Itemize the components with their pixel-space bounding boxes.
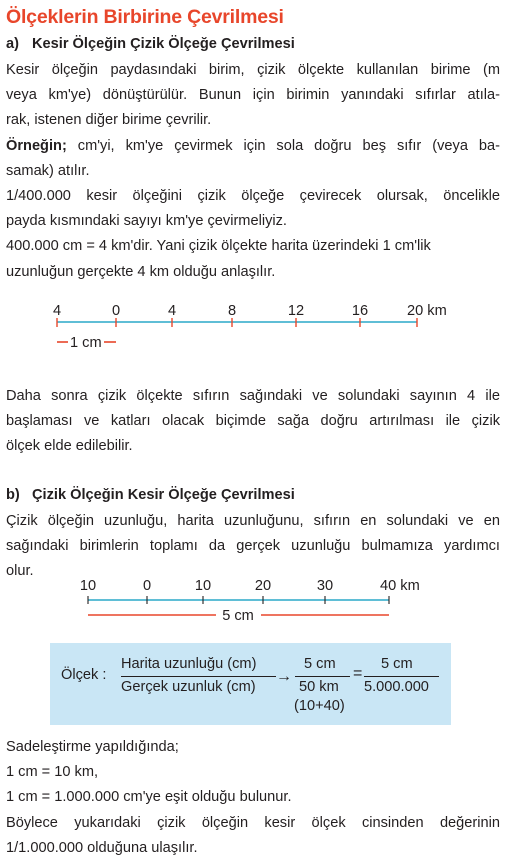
scale-b-tick-label: 20: [254, 578, 272, 594]
scale-a-unit-label: 1 cm: [70, 335, 102, 351]
formula-equals: =: [353, 665, 363, 682]
text-line: 400.000 cm = 4 km'dir. Yani çizik ölçekte harita üzerindeki 1 cm'lik: [6, 238, 431, 255]
scale-b-tick-label: 0: [142, 578, 152, 594]
section-a-letter: a): [6, 36, 19, 52]
scale-b-tick-label: 40 km: [380, 578, 420, 594]
section-a-paragraph-2: [6, 134, 500, 184]
scale-b-total-label: 5 cm: [222, 608, 254, 624]
example-text: cm'yi, km'ye çevirmek için sola doğru beş sıfır (veya ba-: [66, 138, 500, 154]
text-line: Daha sonra çizik ölçekte sıfırın sağındaki ve solundaki sayının 4 ile: [6, 388, 500, 404]
text-line: 1/1.000.000 olduğuna ulaşılır.: [6, 839, 198, 856]
scale-b: [0, 572, 508, 632]
text-line: samak) atılır.: [6, 163, 90, 180]
text-line: uzunluğun gerçekte 4 km olduğu anlaşılır.: [6, 263, 276, 280]
section-b-title: Çizik Ölçeğin Kesir Ölçeğe Çevrilmesi: [32, 487, 295, 503]
text-line: başlaması ve katları olacak biçimde sağa doğru artırılması ile çizik: [6, 413, 500, 430]
section-a-paragraph-4: [6, 384, 500, 460]
section-a-paragraph-1: [6, 58, 500, 134]
text-line: [6, 134, 500, 159]
scale-a-tick-label: 20 km: [407, 303, 447, 319]
scale-b-tick-label: 10: [79, 578, 97, 594]
section-b-heading: [6, 487, 295, 503]
text-line: ölçek elde edilebilir.: [6, 438, 133, 455]
scale-a-tick-label: 0: [111, 303, 121, 319]
scale-a: [0, 295, 508, 355]
fraction-bar: [364, 676, 439, 677]
fraction-bar: [121, 676, 276, 677]
text-line: Kesir ölçeğin paydasındaki birim, çizik ölçekte kullanılan birime (m: [6, 62, 500, 78]
text-line: Çizik ölçeğin uzunluğu, harita uzunluğunu, sıfırın en solundaki ve en: [6, 513, 500, 529]
scale-b-tick-label: 10: [194, 578, 212, 594]
scale-a-tick-label: 8: [227, 303, 237, 319]
text-line: payda kısmındaki sayıyı km'ye çevirmeliyiz.: [6, 213, 287, 230]
scale-a-tick-label: 12: [287, 303, 305, 319]
arrow-icon: →: [276, 668, 292, 685]
formula-denominator-2-note: (10+40): [294, 698, 345, 714]
text-line: olur.: [6, 563, 34, 580]
scale-a-tick-labels: [53, 303, 447, 319]
section-b-paragraph-2: [6, 735, 500, 861]
formula-denominator-3: 5.000.000: [364, 679, 429, 695]
formula-denominator-2: 50 km: [299, 679, 339, 695]
section-a-title: Kesir Ölçeğin Çizik Ölçeğe Çevrilmesi: [32, 36, 295, 52]
example-label: Örneğin;: [6, 138, 67, 154]
section-a-heading: [6, 36, 295, 52]
text-line: 1 cm = 10 km,: [6, 764, 99, 781]
formula-denominator-1: Gerçek uzunluk (cm): [121, 679, 256, 695]
text-line: Sadeleştirme yapıldığında;: [6, 739, 179, 755]
fraction-bar: [295, 676, 350, 677]
page-title: Ölçeklerin Birbirine Çevrilmesi: [6, 6, 284, 28]
text-line: 1 cm = 1.000.000 cm'ye eşit olduğu bulunur.: [6, 789, 292, 806]
scale-a-tick-label: 4: [52, 303, 62, 319]
section-b-letter: b): [6, 487, 20, 503]
formula-box: [50, 643, 451, 725]
formula-numerator-3: 5 cm: [381, 656, 413, 672]
scale-b-tick-labels: [80, 578, 420, 594]
text-line: veya km'ye) dönüştürülür. Bunun için birimin yanındaki sıfırlar atıla-: [6, 87, 500, 104]
scale-a-tick-label: 4: [167, 303, 177, 319]
text-line: 1/400.000 kesir ölçeğini çizik ölçeğe çevirecek olursak, öncelikle: [6, 188, 500, 204]
formula-numerator-2: 5 cm: [304, 656, 336, 672]
formula-numerator-1: Harita uzunluğu (cm): [121, 656, 257, 672]
section-a-paragraph-3: [6, 184, 500, 285]
formula-label: Ölçek :: [61, 667, 107, 683]
text-line: rak, istenen diğer birime çevrilir.: [6, 112, 212, 129]
text-line: Böylece yukarıdaki çizik ölçeğin kesir ölçek cinsinden değerinin: [6, 814, 500, 831]
scale-b-tick-label: 30: [316, 578, 334, 594]
scale-a-tick-label: 16: [351, 303, 369, 319]
text-line: sağındaki birimlerin toplamı da gerçek uzunluğu bulmamıza yardımcı: [6, 538, 500, 555]
